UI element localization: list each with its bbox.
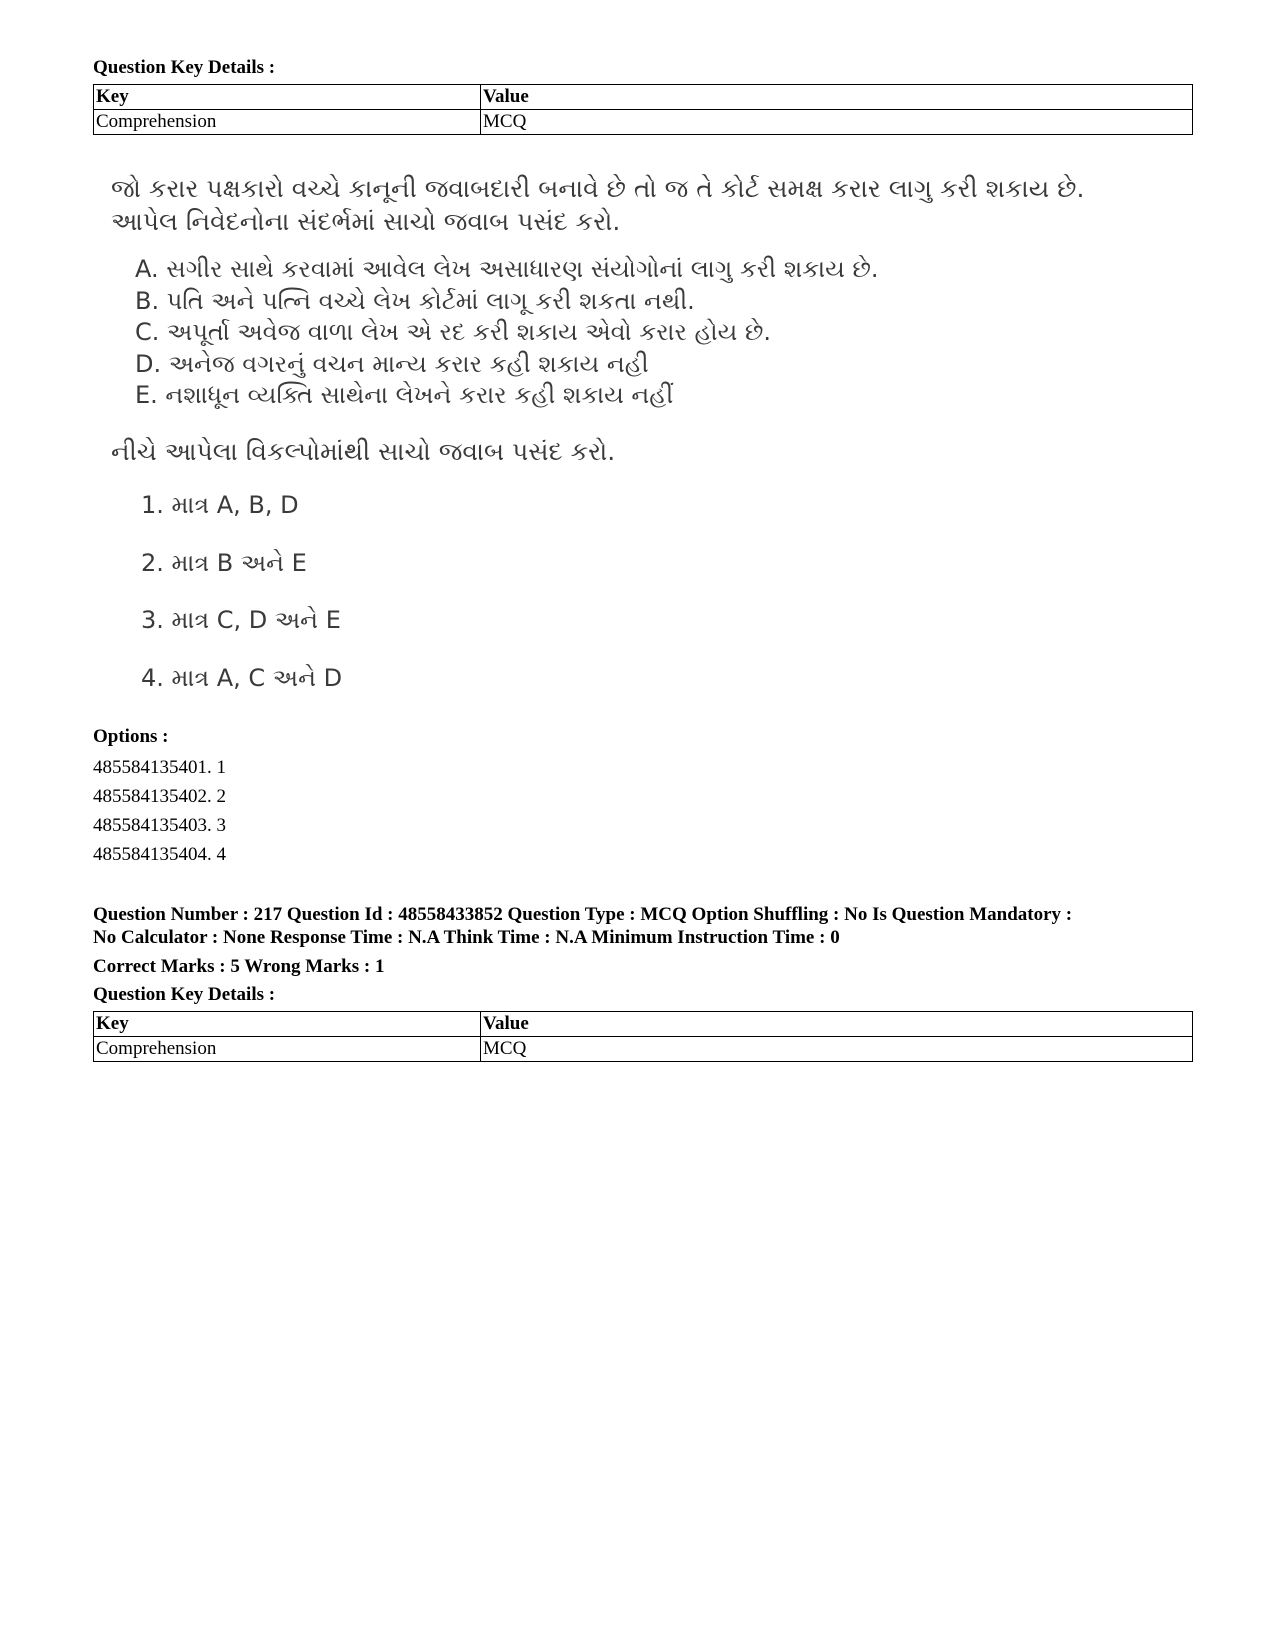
- next-question-section: [93, 903, 1203, 1062]
- statement-b: B. પતિ અને પત્નિ વચ્ચે લેખ કોર્ટમાં લાગૂ કરી શકતા નથી.: [135, 286, 695, 315]
- statement-e: E. નશાધૂન વ્યક્તિ સાથેના લેખને કરાર કહી શકાય નહીં: [135, 381, 674, 409]
- value-cell: MCQ: [481, 1037, 1193, 1062]
- key-details-table: [93, 84, 1193, 135]
- key-details-table: [93, 1011, 1193, 1062]
- header-value-cell: Value: [481, 1012, 1193, 1037]
- question-meta-line-2: No Calculator : None Response Time : N.A Think Time : N.A Minimum Instruction Time : 0: [93, 927, 840, 948]
- key-details-heading: Question Key Details :: [93, 57, 276, 78]
- table-row: [94, 110, 1193, 135]
- table-header-row: [94, 1012, 1193, 1037]
- value-cell: MCQ: [481, 110, 1193, 135]
- header-key-cell: Key: [94, 85, 481, 110]
- question-image: [93, 160, 1093, 710]
- choice-4: 4. માત્ર A, C અને D: [141, 663, 343, 692]
- option-item-4: 485584135404. 4: [93, 844, 226, 865]
- choice-3: 3. માત્ર C, D અને E: [141, 606, 341, 634]
- header-value-cell: Value: [481, 85, 1193, 110]
- statement-a: A. સગીર સાથે કરવામાં આવેલ લેખ અસાધારણ સંયોગોનાં લાગુ કરી શકાય છે.: [135, 255, 879, 283]
- key-cell: Comprehension: [94, 1037, 481, 1062]
- option-item-2: 485584135402. 2: [93, 786, 226, 807]
- option-item-1: 485584135401. 1: [93, 757, 226, 778]
- header-key-cell: Key: [94, 1012, 481, 1037]
- key-details-heading: Question Key Details :: [93, 984, 276, 1005]
- key-cell: Comprehension: [94, 110, 481, 135]
- choice-1: 1. માત્ર A, B, D: [141, 491, 299, 519]
- statement-list: [135, 254, 879, 412]
- choice-2: 2. માત્ર B અને E: [141, 548, 307, 577]
- table-header-row: [94, 85, 1193, 110]
- question-stem: જો કરાર પક્ષકારો વચ્ચે કાનૂની જવાબદારી બનાવે છે તો જ તે કોર્ટ સમક્ષ કરાર લાગુ કરી શકાય છે. આપેલ નિવેદનોના સંદર્ભમાં સાચો જવાબ પસંદ કરો.: [111, 174, 1085, 236]
- question-meta-line-1: Question Number : 217 Question Id : 48558433852 Question Type : MCQ Option Shuffling : No Is Question Mandatory :: [93, 904, 1073, 925]
- marks-line: Correct Marks : 5 Wrong Marks : 1: [93, 956, 385, 977]
- choice-prompt: નીચે આપેલા વિકલ્પોમાંથી સાચો જવાબ પસંદ કરો.: [111, 437, 616, 466]
- statement-c: C. અપૂર્તા અવેજ વાળા લેખ એ રદ કરી શકાય એવો કરાર હોય છે.: [135, 318, 772, 346]
- statement-d: D. અનેજ વગરનું વચન માન્ય કરાર કહી શકાય નહી: [135, 349, 649, 378]
- options-heading: Options :: [93, 726, 169, 747]
- options-section: [93, 725, 226, 869]
- table-row: [94, 1037, 1193, 1062]
- option-item-3: 485584135403. 3: [93, 815, 226, 836]
- top-key-details-section: [93, 56, 1193, 135]
- choice-list: [141, 490, 342, 720]
